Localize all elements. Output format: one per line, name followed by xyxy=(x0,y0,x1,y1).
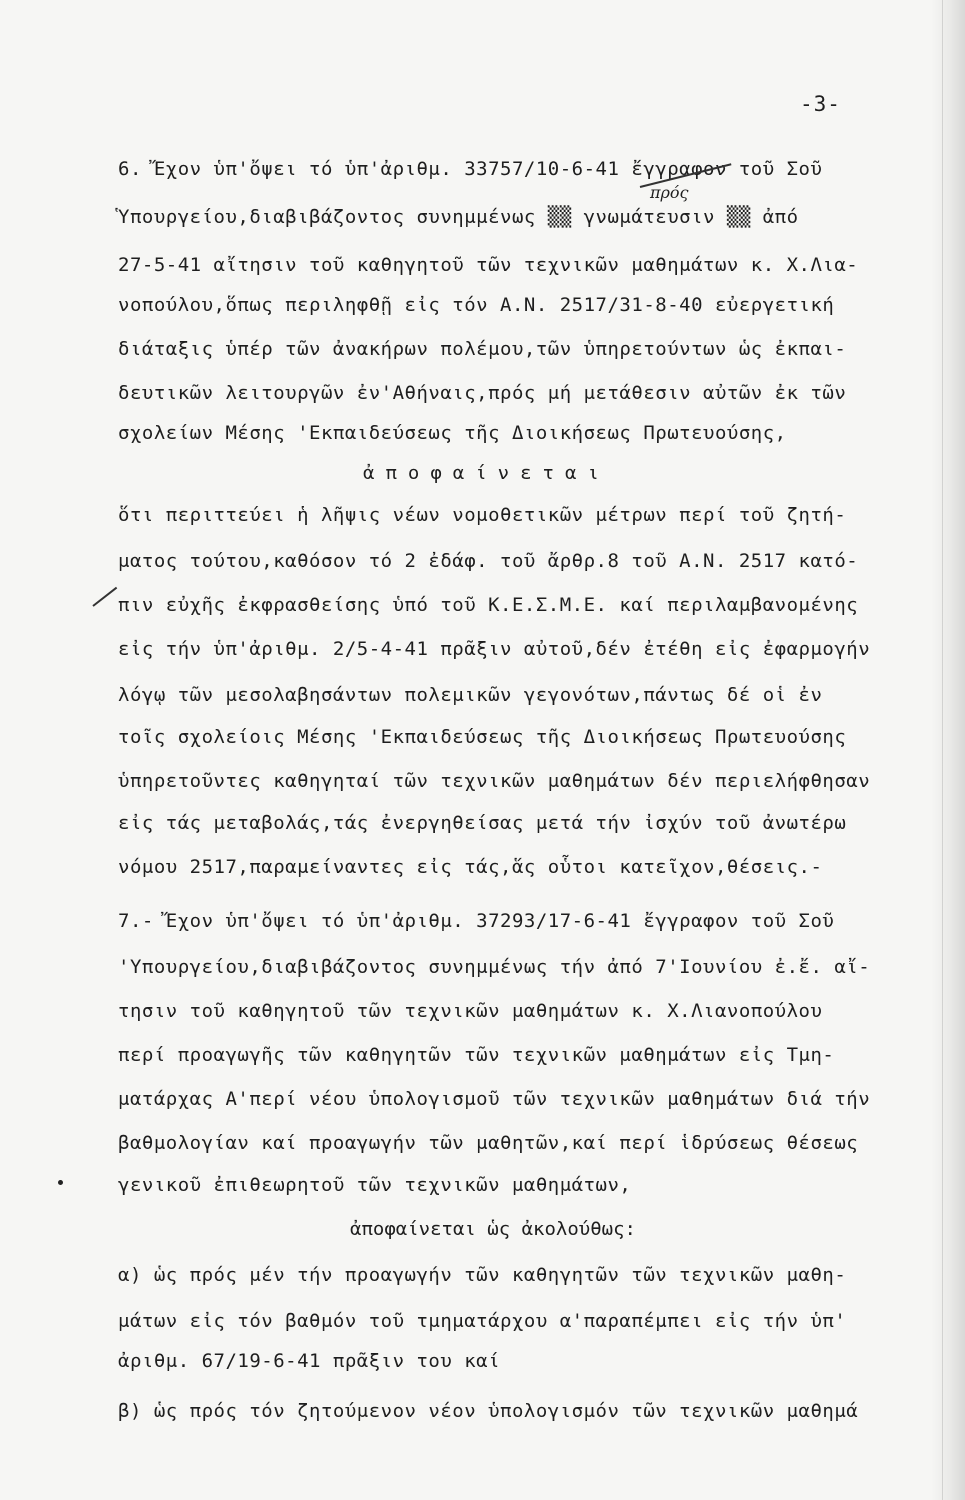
decision-6-line: εἰς τήν ὑπ'ἀριθμ. 2/5-4-41 πρᾶξιν αὐτοῦ,δέν ἐτέθη εἰς ἐφαρμογήν xyxy=(118,638,871,660)
decision-6-line: ὅτι περιττεύει ἡ λῆψις νέων νομοθετικῶν μέτρων περί τοῦ ζητή- xyxy=(118,504,847,526)
decision-6-line: τοῖς σχολείοις Μέσης 'Εκπαιδεύσεως τῆς Διοικήσεως Πρωτευούσης xyxy=(118,726,847,748)
paragraph-6-line: 27-5-41 αἴτησιν τοῦ καθηγητοῦ τῶν τεχνικῶν μαθημάτων κ. Χ.Λια- xyxy=(118,254,859,276)
page-edge-line xyxy=(942,0,943,1500)
decision-7-line: ἀριθμ. 67/19-6-41 πρᾶξιν του καί xyxy=(118,1350,501,1372)
decision-6-line: ματος τούτου,καθόσον τό 2 ἐδάφ. τοῦ ἄρθρ.8 τοῦ Α.Ν. 2517 κατό- xyxy=(118,550,859,572)
paragraph-7-line: 'Υπουργείου,διαβιβάζοντος συνημμένως τήν ἀπό 7'Ιουνίου ἐ.ἔ. αἴ- xyxy=(118,956,871,978)
page-number: -3- xyxy=(800,92,841,116)
paragraph-7-line: περί προαγωγῆς τῶν καθηγητῶν τῶν τεχνικῶν μαθημάτων εἰς Τμη- xyxy=(118,1044,835,1066)
paragraph-7-line: ματάρχας Α'περί νέου ὑπολογισμοῦ τῶν τεχνικῶν μαθημάτων διά τήν xyxy=(118,1088,871,1110)
paragraph-7-line: τησιν τοῦ καθηγητοῦ τῶν τεχνικῶν μαθημάτων κ. Χ.Λιανοπούλου xyxy=(118,1000,823,1022)
margin-pen-mark xyxy=(92,587,117,607)
decision-7-line: μάτων εἰς τόν βαθμόν τοῦ τμηματάρχου α'παραπέμπει εἰς τήν ὑπ' xyxy=(118,1310,847,1332)
paragraph-6-line: δευτικῶν λειτουργῶν ἐν'Αθήναις,πρός μή μετάθεσιν αὐτῶν ἐκ τῶν xyxy=(118,382,847,404)
paragraph-6-line: νοπούλου,ὅπως περιληφθῇ εἰς τόν Α.Ν. 2517/31-8-40 εὐεργετική xyxy=(118,294,835,316)
paragraph-6-line: διάταξις ὑπέρ τῶν ἀνακήρων πολέμου,τῶν ὑπηρετούντων ὡς ἐκπαι- xyxy=(118,338,847,360)
decision-6-line: πιν εὐχῆς ἐκφρασθείσης ὑπό τοῦ Κ.Ε.Σ.Μ.Ε. καί περιλαμβανομένης xyxy=(118,594,859,616)
decision-heading-7: ἀποφαίνεται ὡς ἀκολούθως: xyxy=(350,1218,636,1240)
paragraph-6-line: σχολείων Μέσης 'Εκπαιδεύσεως τῆς Διοικήσεως Πρωτευούσης, xyxy=(118,422,787,444)
paragraph-7-line: γενικοῦ ἐπιθεωρητοῦ τῶν τεχνικῶν μαθημάτων, xyxy=(118,1174,632,1196)
decision-6-line: λόγῳ τῶν μεσολαβησάντων πολεμικῶν γεγονότων,πάντως δέ οἱ ἐν xyxy=(118,684,823,706)
decision-heading-6: ἀποφαίνεται xyxy=(363,462,610,484)
decision-6-line: εἰς τάς μεταβολάς,τάς ἐνεργηθείσας μετά τήν ἰσχύν τοῦ ἀνωτέρω xyxy=(118,812,847,834)
decision-7-line: β) ὡς πρός τόν ζητούμενον νέον ὑπολογισμόν τῶν τεχνικῶν μαθημά xyxy=(118,1400,859,1422)
paragraph-7-line: βαθμολογίαν καί προαγωγήν τῶν μαθητῶν,καί περί ἱδρύσεως θέσεως xyxy=(118,1132,859,1154)
paragraph-6-line: Ὑπουργείου,διαβιβάζοντος συνημμένως ▒▒ γνωμάτευσιν ▒▒ ἀπό xyxy=(118,206,799,228)
paragraph-7-line: 7.- Ἔχον ὑπ'ὄψει τό ὑπ'ἀριθμ. 37293/17-6-41 ἔγγραφον τοῦ Σοῦ xyxy=(118,910,835,932)
page-edge-shadow xyxy=(931,0,965,1500)
handwritten-annotation: πρός xyxy=(650,183,689,202)
decision-7-line: α) ὡς πρός μέν τήν προαγωγήν τῶν καθηγητῶν τῶν τεχνικῶν μαθη- xyxy=(118,1264,847,1286)
decision-6-line: ὑπηρετοῦντες καθηγηταί τῶν τεχνικῶν μαθημάτων δέν περιελήφθησαν xyxy=(118,770,871,792)
margin-dot xyxy=(58,1180,63,1185)
decision-6-line: νόμου 2517,παραμείναντες εἰς τάς,ἅς οὗτοι κατεῖχον,θέσεις.- xyxy=(118,856,823,878)
paragraph-6-line: 6. Ἔχον ὑπ'ὄψει τό ὑπ'ἀριθμ. 33757/10-6-41 ἔγγραφον τοῦ Σοῦ xyxy=(118,158,823,180)
